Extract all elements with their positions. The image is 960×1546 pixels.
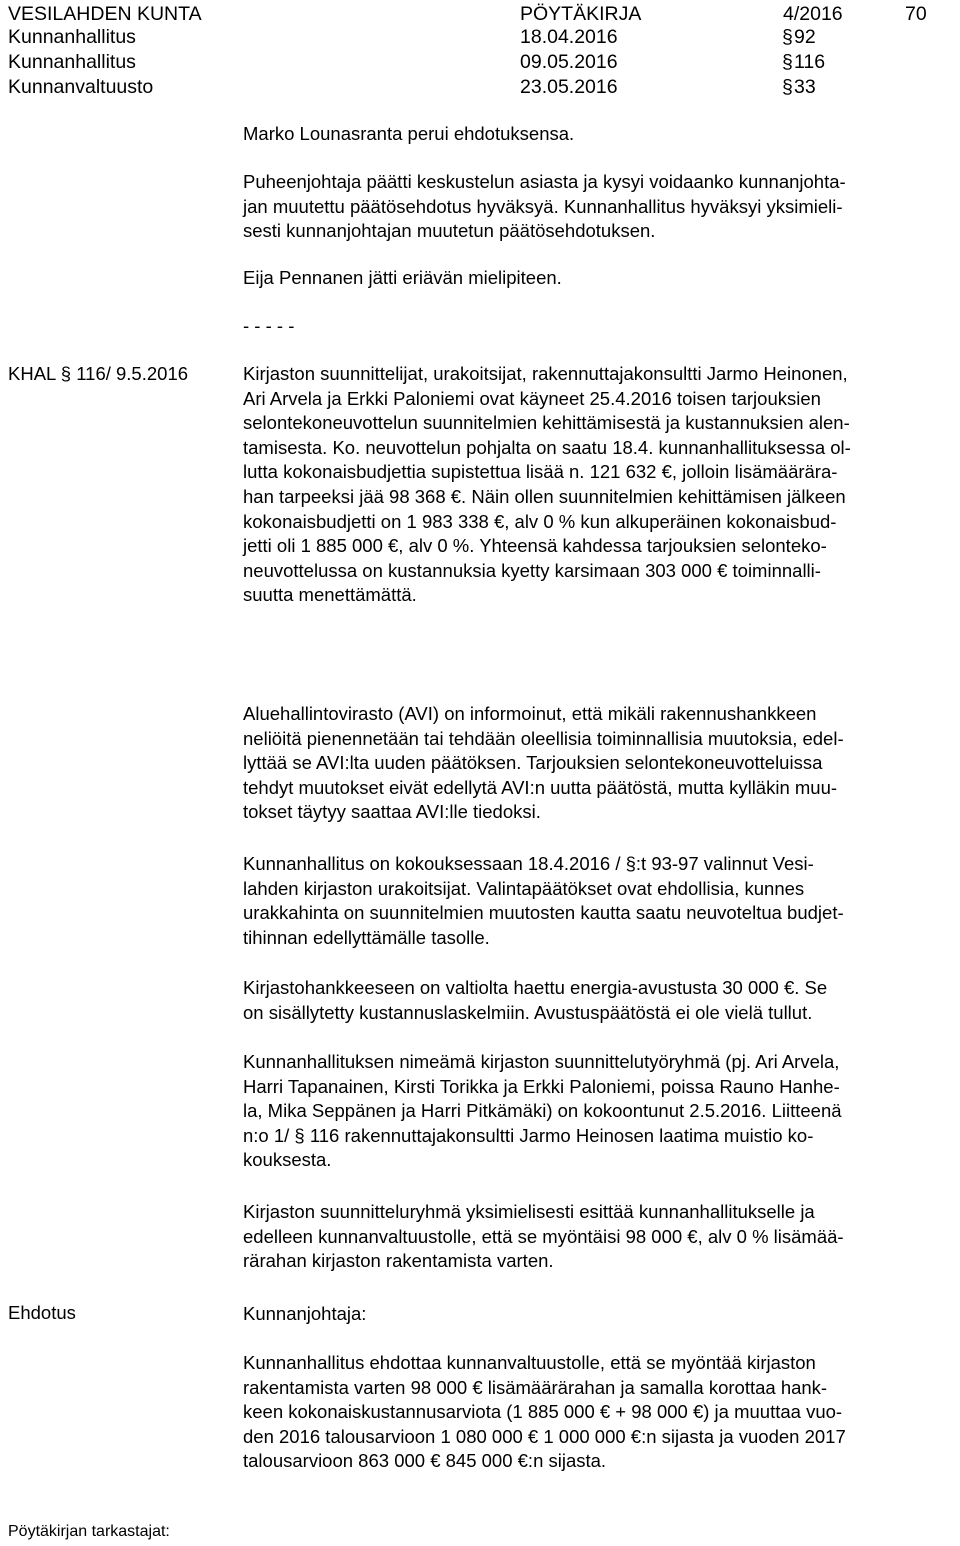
text-line: sesti kunnanjohtajan muutetun päätösehdotuksen. <box>243 220 656 242</box>
text-line: on sisällytetty kustannuslaskelmiin. Avustuspäätöstä ei ole vielä tullut. <box>243 1001 813 1023</box>
khal-reference <box>8 362 188 387</box>
text-line: rakentamista varten 98 000 € lisämäärärahan ja samalla korottaa hank- <box>243 1376 828 1398</box>
text-line: Kirjaston suunnitteluryhmä yksimielisesti esittää kunnanhallitukselle ja <box>243 1201 815 1222</box>
meeting-date: 23.05.2016 <box>520 76 618 98</box>
text-line: Kirjastohankkeeseen on valtiolta haettu energia-avustusta 30 000 €. Se <box>243 977 828 998</box>
text-line: neuvottelussa on kustannuksia kyetty karsimaan 303 000 € toiminnalli- <box>243 559 821 581</box>
text-line: urakkahinta on suunnitelmien muutosten kautta saatu neuvoteltua budjet- <box>243 902 844 924</box>
intro-paragraph-1 <box>243 122 955 147</box>
section-sign: § <box>782 76 793 98</box>
text-line: tokset täytyy saattaa AVI:lle tiedoksi. <box>243 801 541 823</box>
intro-paragraph-2 <box>243 170 955 244</box>
section-sign: § <box>60 363 72 384</box>
text-line: den 2016 talousarvioon 1 080 000 € 1 000 000 €:n sijasta ja vuoden 2017 <box>243 1425 846 1447</box>
text-line: Kunnanjohtaja: <box>243 1303 367 1324</box>
meeting-date: 18.04.2016 <box>520 26 618 48</box>
text-line: keen kokonaiskustannusarviota (1 885 000 € + 98 000 €) ja muuttaa vuo- <box>243 1401 843 1423</box>
text-line: tihinnan edellyttämälle tasolle. <box>243 926 490 948</box>
text-line: edelleen kunnanvaltuustolle, että se myöntäisi 98 000 €, alv 0 % lisämää- <box>243 1225 844 1247</box>
proposal-speaker <box>243 1302 955 1327</box>
paragraph-contractors <box>243 852 955 950</box>
khal-ref: 116/ 9.5.2016 <box>76 363 189 384</box>
text-line: kokonaisbudjetti on 1 983 338 €, alv 0 % kun alkuperäinen kokonaisbud- <box>243 510 837 532</box>
text-line: jetti oli 1 885 000 €, alv 0 %. Yhteensä kahdessa tarjouksien selonteko- <box>243 535 827 557</box>
text-line: Puheenjohtaja päätti keskustelun asiasta ja kysyi voidaanko kunnanjohta- <box>243 171 846 192</box>
text-line: talousarvioon 863 000 € 845 000 €:n sijasta. <box>243 1450 607 1472</box>
section-sign: § <box>782 26 793 48</box>
section-number: 116 <box>794 51 826 73</box>
text-line: lahden kirjaston urakoitsijat. Valintapäätökset ovat ehdollisia, kunnes <box>243 877 805 899</box>
text-line: tehdyt muutokset eivät edellytä AVI:n uutta päätöstä, mutta kylläkin muu- <box>243 776 838 798</box>
section-number: 92 <box>794 26 816 48</box>
text-line: kouksesta. <box>243 1149 332 1171</box>
paragraph-working-group <box>243 1050 955 1173</box>
text-line: lutta kokonaisbudjettia supistettua lisää n. 121 632 €, jolloin lisämäärära- <box>243 461 838 483</box>
document-type: PÖYTÄKIRJA <box>520 3 642 25</box>
text-line: Kirjaston suunnittelijat, urakoitsijat, rakennuttajakonsultti Jarmo Heinonen, <box>243 363 848 384</box>
text-line: la, Mika Seppänen ja Harri Pitkämäki) on kokoontunut 2.5.2016. Liitteenä <box>243 1100 842 1122</box>
footer-label: Pöytäkirjan tarkastajat: <box>8 1523 170 1540</box>
meeting-body: Kunnanhallitus <box>8 26 136 48</box>
separator-text: - - - - - <box>243 315 295 336</box>
page-number: 70 <box>905 3 927 25</box>
text-line: Kunnanhallituksen nimeämä kirjaston suunnittelutyöryhmä (pj. Ari Arvela, <box>243 1051 840 1072</box>
section-number: 33 <box>794 76 816 98</box>
text-line: Eija Pennanen jätti eriävän mielipiteen. <box>243 267 562 288</box>
text-line: neliöitä pienennetään tai tehdään oleellisia toiminnallisia muutoksia, edel- <box>243 727 844 749</box>
paragraph-avi <box>243 702 955 825</box>
text-line: Kunnanhallitus on kokouksessaan 18.4.2016 / §:t 93-97 valinnut Vesi- <box>243 853 814 874</box>
text-line: selontekoneuvottelun suunnitelmien kehittämisestä ja kustannuksien alen- <box>243 412 850 434</box>
municipality-name: VESILAHDEN KUNTA <box>8 3 202 25</box>
text-line: jan muutettu päätösehdotus hyväksyä. Kunnanhallitus hyväksyi yksimieli- <box>243 195 843 217</box>
text-line: lyttää se AVI:lta uuden päätöksen. Tarjouksien selontekoneuvotteluissa <box>243 752 823 774</box>
proposal-label: Ehdotus <box>8 1302 76 1323</box>
text-line: Ari Arvela ja Erkki Paloniemi ovat käyneet 25.4.2016 toisen tarjouksien <box>243 387 821 409</box>
text-line: han tarpeeksi jää 98 368 €. Näin ollen suunnitelmien kehittämisen jälkeen <box>243 485 846 507</box>
separator <box>243 314 955 339</box>
section-sign: § <box>782 51 793 73</box>
intro-paragraph-3 <box>243 266 955 291</box>
text-line: tamisesta. Ko. neuvottelun pohjalta on saatu 18.4. kunnanhallituksessa ol- <box>243 436 851 458</box>
text-line: rärahan kirjaston rakentamista varten. <box>243 1250 554 1272</box>
meeting-body: Kunnanvaltuusto <box>8 76 154 98</box>
text-line: Harri Tapanainen, Kirsti Torikka ja Erkki Paloniemi, poissa Rauno Hanhe- <box>243 1075 840 1097</box>
paragraph-negotiations <box>243 362 955 608</box>
paragraph-group-proposal <box>243 1200 955 1274</box>
text-line: Aluehallintovirasto (AVI) on informoinut, että mikäli rakennushankkeen <box>243 703 817 724</box>
meeting-body: Kunnanhallitus <box>8 51 136 73</box>
text-line: Marko Lounasranta perui ehdotuksensa. <box>243 123 575 144</box>
paragraph-energy-grant <box>243 976 955 1025</box>
khal-prefix: KHAL <box>8 363 56 384</box>
proposal-text <box>243 1351 955 1474</box>
meeting-date: 09.05.2016 <box>520 51 618 73</box>
issue-number: 4/2016 <box>783 3 843 25</box>
text-line: suutta menettämättä. <box>243 584 417 606</box>
text-line: n:o 1/ § 116 rakennuttajakonsultti Jarmo Heinosen laatima muistio ko- <box>243 1124 814 1146</box>
text-line: Kunnanhallitus ehdottaa kunnanvaltuustolle, että se myöntää kirjaston <box>243 1352 816 1373</box>
